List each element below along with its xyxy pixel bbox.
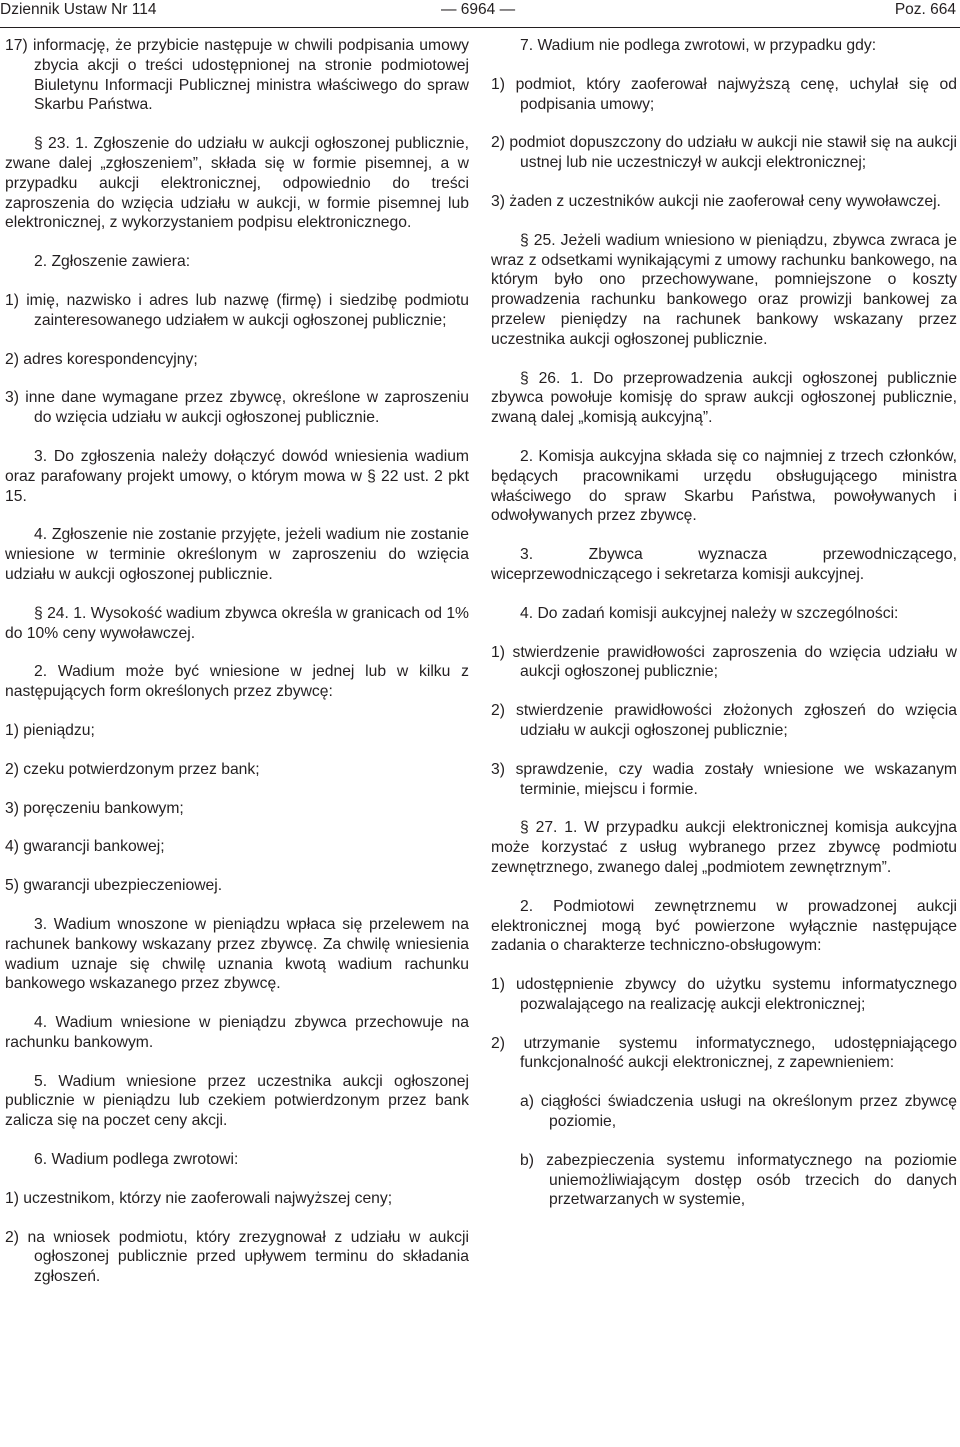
- paragraph: 2) czeku potwierdzonym przez bank;: [5, 760, 260, 778]
- paragraph: 3) sprawdzenie, czy wadia zostały wniesione we wskazanym terminie, miejscu i formie.: [491, 760, 957, 798]
- paragraph: 1) imię, nazwisko i adres lub nazwę (firmę) i siedzibę podmiotu zainteresowanego udziałem w aukcji ogłoszonej publicznie;: [5, 291, 469, 329]
- paragraph: 3. Wadium wnoszone w pieniądzu wpłaca się przelewem na rachunek bankowy wskazany przez zbywcę. Za chwilę wniesienia wadium uznaje się chwilę uznania kwotą wadium rachunku bankowego wskazanego przez zbywcę.: [5, 915, 469, 993]
- paragraph: 2. Wadium może być wniesione w jednej lub w kilku z następujących form określonych przez zbywcę:: [5, 663, 469, 701]
- paragraph: 5. Wadium wniesione przez uczestnika aukcji ogłoszonej publicznie w pieniądzu lub czekiem potwierdzonym przez bank zalicza się na poczet ceny akcji.: [5, 1072, 469, 1130]
- page-header: [0, 0, 960, 22]
- paragraph: 5) gwarancji ubezpieczeniowej.: [5, 877, 223, 895]
- header-rule: [0, 27, 960, 28]
- paragraph: 2) podmiot dopuszczony do udziału w aukcji nie stawił się na aukcji ustnej lub nie uczestniczył w aukcji elektronicznej;: [491, 134, 957, 172]
- paragraph: § 24. 1. Wysokość wadium zbywca określa w granicach od 1% do 10% ceny wywoławczej.: [5, 604, 469, 642]
- paragraph: 2. Zgłoszenie zawiera:: [34, 253, 191, 271]
- paragraph: § 26. 1. Do przeprowadzenia aukcji ogłoszonej publicznie zbywca powołuje komisję do spraw aukcji ogłoszonej publicznie, zwaną dalej „komisją aukcyjną”.: [491, 369, 957, 427]
- journal-title: Dziennik Ustaw Nr 114: [0, 1, 157, 18]
- paragraph: § 25. Jeżeli wadium wniesiono w pieniądzu, zbywca zwraca je wraz z odsetkami wynikającymi z umowy rachunku bankowego, na którym było ono przechowywane, pomniejszone o koszty prowadzenia rachunku bankowego oraz prowizji bankowej za przelew pieniędzy na rachunek bankowy wskazany przez uczestnika aukcji ogłoszonej publicznie.: [491, 231, 957, 348]
- paragraph: 3) żaden z uczestników aukcji nie zaoferował ceny wywoławczej.: [491, 192, 941, 210]
- left-column: [5, 36, 469, 1306]
- paragraph: 2. Podmiotowi zewnętrznemu w prowadzonej aukcji elektronicznej mogą być powierzone wyłącznie następujące zadania o charakterze techniczno-obsługowym:: [491, 897, 957, 955]
- paragraph: 2) stwierdzenie prawidłowości złożonych zgłoszeń do wzięcia udziału w aukcji ogłoszonej publicznie;: [491, 702, 957, 739]
- paragraph: 3. Zbywca wyznacza przewodniczącego, wiceprzewodniczącego i sekretarza komisji aukcyjnej.: [491, 546, 957, 583]
- paragraph: 4. Wadium wniesione w pieniądzu zbywca przechowuje na rachunku bankowym.: [5, 1014, 469, 1051]
- paragraph: 6. Wadium podlega zwrotowi:: [34, 1151, 239, 1169]
- paragraph: a) ciągłości świadczenia usługi na określonym przez zbywcę poziomie,: [520, 1093, 957, 1131]
- position-number: Poz. 664: [894, 1, 956, 18]
- right-column: [491, 36, 957, 1229]
- paragraph: 4) gwarancji bankowej;: [5, 838, 165, 856]
- paragraph: 1) stwierdzenie prawidłowości zaproszenia do wzięcia udziału w aukcji ogłoszonej publicznie;: [491, 643, 957, 681]
- paragraph: 1) podmiot, który zaoferował najwyższą cenę, uchylał się od podpisania umowy;: [491, 75, 957, 113]
- paragraph: § 23. 1. Zgłoszenie do udziału w aukcji ogłoszonej publicznie, zwane dalej „zgłoszeniem”, składa się w formie pisemnej, a w przypadku aukcji elektronicznej, odpowiednio do treści zaproszenia do wzięcia udziału w aukcji, w formie pisemnej lub elektronicznej, z wykorzystaniem podpisu elektronicznego.: [5, 135, 469, 232]
- paragraph: b) zabezpieczenia systemu informatycznego na poziomie uniemożliwiającym dostęp osób trzecich do danych przetwarzanych w systemie,: [520, 1151, 957, 1209]
- paragraph: 7. Wadium nie podlega zwrotowi, w przypadku gdy:: [520, 37, 877, 54]
- paragraph: § 27. 1. W przypadku aukcji elektronicznej komisja aukcyjna może korzystać z usług wybranego przez zbywcę podmiotu zewnętrznego, zwanego dalej „podmiotem zewnętrznym”.: [491, 819, 957, 876]
- paragraph: 4. Zgłoszenie nie zostanie przyjęte, jeżeli wadium nie zostanie wniesione w terminie określonym w zaproszeniu do wzięcia udziału w aukcji ogłoszonej publicznie.: [5, 526, 469, 583]
- paragraph: 3) inne dane wymagane przez zbywcę, określone w zaproszeniu do wzięcia udziału w aukcji ogłoszonej publicznie.: [5, 389, 469, 427]
- paragraph: 3) poręczeniu bankowym;: [5, 799, 184, 817]
- paragraph: 1) udostępnienie zbywcy do użytku systemu informatycznego pozwalającego na realizację aukcji elektronicznej;: [491, 976, 957, 1013]
- paragraph: 2) utrzymanie systemu informatycznego, udostępniającego funkcjonalność aukcji elektronicznej, z zapewnieniem:: [491, 1034, 957, 1072]
- paragraph: 1) pieniądzu;: [5, 721, 95, 739]
- paragraph: 2) adres korespondencyjny;: [5, 350, 198, 368]
- paragraph: 1) uczestnikom, którzy nie zaoferowali najwyższej ceny;: [5, 1189, 393, 1207]
- paragraph: 2. Komisja aukcyjna składa się co najmniej z trzech członków, będących pracownikami urzędu obsługującego ministra właściwego do spraw Skarbu Państwa, powoływanych i odwoływanych przez zbywcę.: [491, 447, 957, 525]
- paragraph: 3. Do zgłoszenia należy dołączyć dowód wniesienia wadium oraz parafowany projekt umowy, o którym mowa w § 22 ust. 2 pkt 15.: [5, 447, 469, 505]
- paragraph: 4. Do zadań komisji aukcyjnej należy w szczególności:: [520, 604, 899, 622]
- page-number: — 6964 —: [441, 1, 516, 18]
- paragraph: 2) na wniosek podmiotu, który zrezygnował z udziału w aukcji ogłoszonej publicznie przed upływem terminu do składania zgłoszeń.: [5, 1228, 469, 1286]
- paragraph: 17) informację, że przybicie następuje w chwili podpisania umowy zbycia akcji o treści udostępnionej na stronie podmiotowej Biuletynu Informacji Publicznej ministra właściwego do spraw Skarbu Państwa.: [5, 37, 469, 114]
